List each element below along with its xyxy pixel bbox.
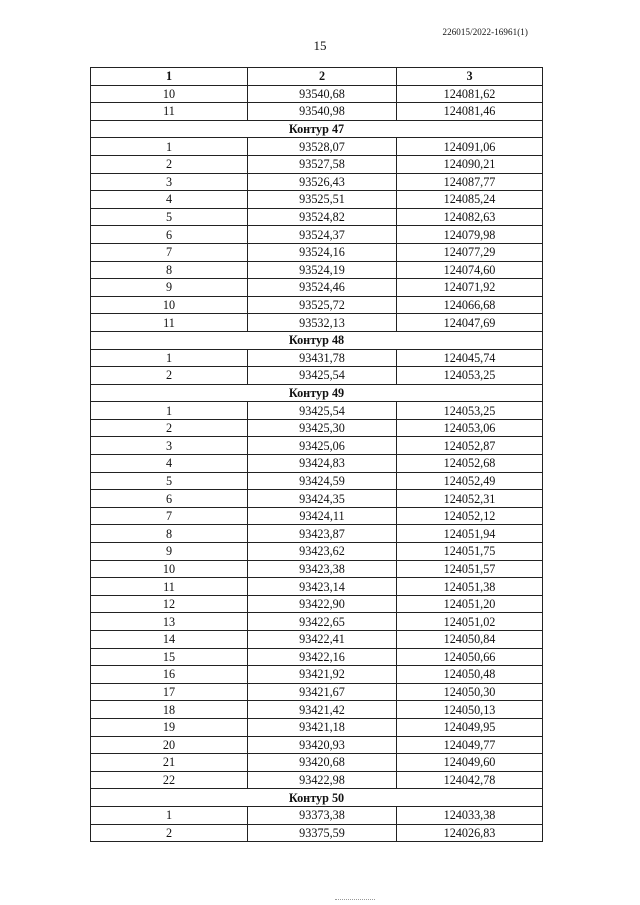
x-coordinate-cell: 93425,30 — [248, 419, 397, 437]
contour-title-row — [91, 384, 543, 402]
table-row — [91, 736, 543, 754]
point-number-cell: 14 — [91, 631, 248, 649]
table-row — [91, 103, 543, 121]
x-coordinate-cell: 93524,19 — [248, 261, 397, 279]
point-number-cell: 11 — [91, 578, 248, 596]
y-coordinate-cell: 124081,46 — [397, 103, 543, 121]
point-number-cell: 1 — [91, 806, 248, 824]
y-coordinate-cell: 124081,62 — [397, 85, 543, 103]
y-coordinate-cell: 124051,57 — [397, 560, 543, 578]
x-coordinate-cell: 93424,83 — [248, 455, 397, 473]
x-coordinate-cell: 93422,16 — [248, 648, 397, 666]
point-number-cell: 2 — [91, 824, 248, 842]
point-number-cell: 2 — [91, 419, 248, 437]
point-number-cell: 10 — [91, 560, 248, 578]
point-number-cell: 8 — [91, 261, 248, 279]
table-row — [91, 455, 543, 473]
y-coordinate-cell: 124026,83 — [397, 824, 543, 842]
x-coordinate-cell: 93421,92 — [248, 666, 397, 684]
x-coordinate-cell: 93540,98 — [248, 103, 397, 121]
point-number-cell: 12 — [91, 595, 248, 613]
x-coordinate-cell: 93421,42 — [248, 701, 397, 719]
y-coordinate-cell: 124051,94 — [397, 525, 543, 543]
x-coordinate-cell: 93420,68 — [248, 754, 397, 772]
contour-title-row — [91, 120, 543, 138]
document-number: 226015/2022-16961(1) — [442, 27, 528, 37]
column-header: 2 — [248, 68, 397, 86]
x-coordinate-cell: 93425,54 — [248, 367, 397, 385]
table-row — [91, 85, 543, 103]
x-coordinate-cell: 93431,78 — [248, 349, 397, 367]
y-coordinate-cell: 124052,68 — [397, 455, 543, 473]
table-row — [91, 771, 543, 789]
table-row — [91, 613, 543, 631]
point-number-cell: 7 — [91, 243, 248, 261]
y-coordinate-cell: 124087,77 — [397, 173, 543, 191]
point-number-cell: 22 — [91, 771, 248, 789]
point-number-cell: 15 — [91, 648, 248, 666]
point-number-cell: 9 — [91, 543, 248, 561]
x-coordinate-cell: 93423,87 — [248, 525, 397, 543]
x-coordinate-cell: 93424,59 — [248, 472, 397, 490]
column-header: 3 — [397, 68, 543, 86]
point-number-cell: 1 — [91, 349, 248, 367]
table-row — [91, 138, 543, 156]
table-row — [91, 208, 543, 226]
y-coordinate-cell: 124051,75 — [397, 543, 543, 561]
point-number-cell: 11 — [91, 314, 248, 332]
y-coordinate-cell: 124051,02 — [397, 613, 543, 631]
table-row — [91, 243, 543, 261]
table-row — [91, 279, 543, 297]
point-number-cell: 10 — [91, 296, 248, 314]
y-coordinate-cell: 124050,30 — [397, 683, 543, 701]
x-coordinate-cell: 93421,67 — [248, 683, 397, 701]
point-number-cell: 5 — [91, 472, 248, 490]
table-row — [91, 349, 543, 367]
table-row — [91, 402, 543, 420]
point-number-cell: 4 — [91, 191, 248, 209]
table-row — [91, 806, 543, 824]
table-row — [91, 367, 543, 385]
x-coordinate-cell: 93524,16 — [248, 243, 397, 261]
y-coordinate-cell: 124052,87 — [397, 437, 543, 455]
point-number-cell: 9 — [91, 279, 248, 297]
point-number-cell: 2 — [91, 155, 248, 173]
table-row — [91, 419, 543, 437]
table-header-row — [91, 68, 543, 86]
y-coordinate-cell: 124050,84 — [397, 631, 543, 649]
y-coordinate-cell: 124033,38 — [397, 806, 543, 824]
table-row — [91, 314, 543, 332]
contour-title: Контур 48 — [91, 331, 543, 349]
x-coordinate-cell: 93525,51 — [248, 191, 397, 209]
table-row — [91, 155, 543, 173]
y-coordinate-cell: 124052,12 — [397, 507, 543, 525]
coordinates-table — [90, 67, 543, 842]
x-coordinate-cell: 93423,62 — [248, 543, 397, 561]
point-number-cell: 4 — [91, 455, 248, 473]
y-coordinate-cell: 124051,38 — [397, 578, 543, 596]
point-number-cell: 19 — [91, 718, 248, 736]
point-number-cell: 13 — [91, 613, 248, 631]
table-row — [91, 648, 543, 666]
table-row — [91, 261, 543, 279]
y-coordinate-cell: 124053,06 — [397, 419, 543, 437]
table-row — [91, 754, 543, 772]
point-number-cell: 21 — [91, 754, 248, 772]
point-number-cell: 1 — [91, 402, 248, 420]
point-number-cell: 6 — [91, 226, 248, 244]
table-row — [91, 472, 543, 490]
x-coordinate-cell: 93423,14 — [248, 578, 397, 596]
x-coordinate-cell: 93425,06 — [248, 437, 397, 455]
point-number-cell: 18 — [91, 701, 248, 719]
table-row — [91, 173, 543, 191]
x-coordinate-cell: 93524,37 — [248, 226, 397, 244]
table-row — [91, 683, 543, 701]
y-coordinate-cell: 124090,21 — [397, 155, 543, 173]
y-coordinate-cell: 124053,25 — [397, 402, 543, 420]
point-number-cell: 7 — [91, 507, 248, 525]
table-row — [91, 578, 543, 596]
y-coordinate-cell: 124049,77 — [397, 736, 543, 754]
x-coordinate-cell: 93424,35 — [248, 490, 397, 508]
contour-title-row — [91, 331, 543, 349]
point-number-cell: 8 — [91, 525, 248, 543]
x-coordinate-cell: 93373,38 — [248, 806, 397, 824]
x-coordinate-cell: 93524,82 — [248, 208, 397, 226]
y-coordinate-cell: 124050,13 — [397, 701, 543, 719]
table-row — [91, 226, 543, 244]
point-number-cell: 2 — [91, 367, 248, 385]
table-row — [91, 631, 543, 649]
x-coordinate-cell: 93532,13 — [248, 314, 397, 332]
x-coordinate-cell: 93422,41 — [248, 631, 397, 649]
y-coordinate-cell: 124071,92 — [397, 279, 543, 297]
y-coordinate-cell: 124049,60 — [397, 754, 543, 772]
table-row — [91, 701, 543, 719]
table-row — [91, 525, 543, 543]
table-row — [91, 191, 543, 209]
point-number-cell: 11 — [91, 103, 248, 121]
point-number-cell: 3 — [91, 173, 248, 191]
y-coordinate-cell: 124047,69 — [397, 314, 543, 332]
point-number-cell: 6 — [91, 490, 248, 508]
table-row — [91, 490, 543, 508]
x-coordinate-cell: 93423,38 — [248, 560, 397, 578]
x-coordinate-cell: 93527,58 — [248, 155, 397, 173]
y-coordinate-cell: 124049,95 — [397, 718, 543, 736]
x-coordinate-cell: 93526,43 — [248, 173, 397, 191]
table-row — [91, 595, 543, 613]
contour-title: Контур 47 — [91, 120, 543, 138]
scan-mark — [335, 899, 375, 901]
point-number-cell: 20 — [91, 736, 248, 754]
x-coordinate-cell: 93528,07 — [248, 138, 397, 156]
table-row — [91, 543, 543, 561]
y-coordinate-cell: 124050,66 — [397, 648, 543, 666]
y-coordinate-cell: 124077,29 — [397, 243, 543, 261]
page-number: 15 — [313, 38, 327, 53]
y-coordinate-cell: 124050,48 — [397, 666, 543, 684]
y-coordinate-cell: 124079,98 — [397, 226, 543, 244]
point-number-cell: 16 — [91, 666, 248, 684]
table-row — [91, 437, 543, 455]
y-coordinate-cell: 124051,20 — [397, 595, 543, 613]
table-row — [91, 718, 543, 736]
y-coordinate-cell: 124085,24 — [397, 191, 543, 209]
x-coordinate-cell: 93422,65 — [248, 613, 397, 631]
x-coordinate-cell: 93424,11 — [248, 507, 397, 525]
x-coordinate-cell: 93525,72 — [248, 296, 397, 314]
point-number-cell: 3 — [91, 437, 248, 455]
table-row — [91, 507, 543, 525]
point-number-cell: 10 — [91, 85, 248, 103]
y-coordinate-cell: 124042,78 — [397, 771, 543, 789]
y-coordinate-cell: 124045,74 — [397, 349, 543, 367]
contour-title-row — [91, 789, 543, 807]
table-row — [91, 560, 543, 578]
x-coordinate-cell: 93425,54 — [248, 402, 397, 420]
table-row — [91, 296, 543, 314]
y-coordinate-cell: 124052,49 — [397, 472, 543, 490]
contour-title: Контур 49 — [91, 384, 543, 402]
x-coordinate-cell: 93421,18 — [248, 718, 397, 736]
coordinates-table-body — [91, 68, 543, 842]
x-coordinate-cell: 93420,93 — [248, 736, 397, 754]
column-header: 1 — [91, 68, 248, 86]
x-coordinate-cell: 93540,68 — [248, 85, 397, 103]
y-coordinate-cell: 124082,63 — [397, 208, 543, 226]
contour-title: Контур 50 — [91, 789, 543, 807]
y-coordinate-cell: 124066,68 — [397, 296, 543, 314]
table-row — [91, 824, 543, 842]
x-coordinate-cell: 93524,46 — [248, 279, 397, 297]
x-coordinate-cell: 93422,98 — [248, 771, 397, 789]
x-coordinate-cell: 93375,59 — [248, 824, 397, 842]
y-coordinate-cell: 124053,25 — [397, 367, 543, 385]
point-number-cell: 17 — [91, 683, 248, 701]
table-row — [91, 666, 543, 684]
x-coordinate-cell: 93422,90 — [248, 595, 397, 613]
y-coordinate-cell: 124052,31 — [397, 490, 543, 508]
point-number-cell: 5 — [91, 208, 248, 226]
y-coordinate-cell: 124074,60 — [397, 261, 543, 279]
point-number-cell: 1 — [91, 138, 248, 156]
y-coordinate-cell: 124091,06 — [397, 138, 543, 156]
